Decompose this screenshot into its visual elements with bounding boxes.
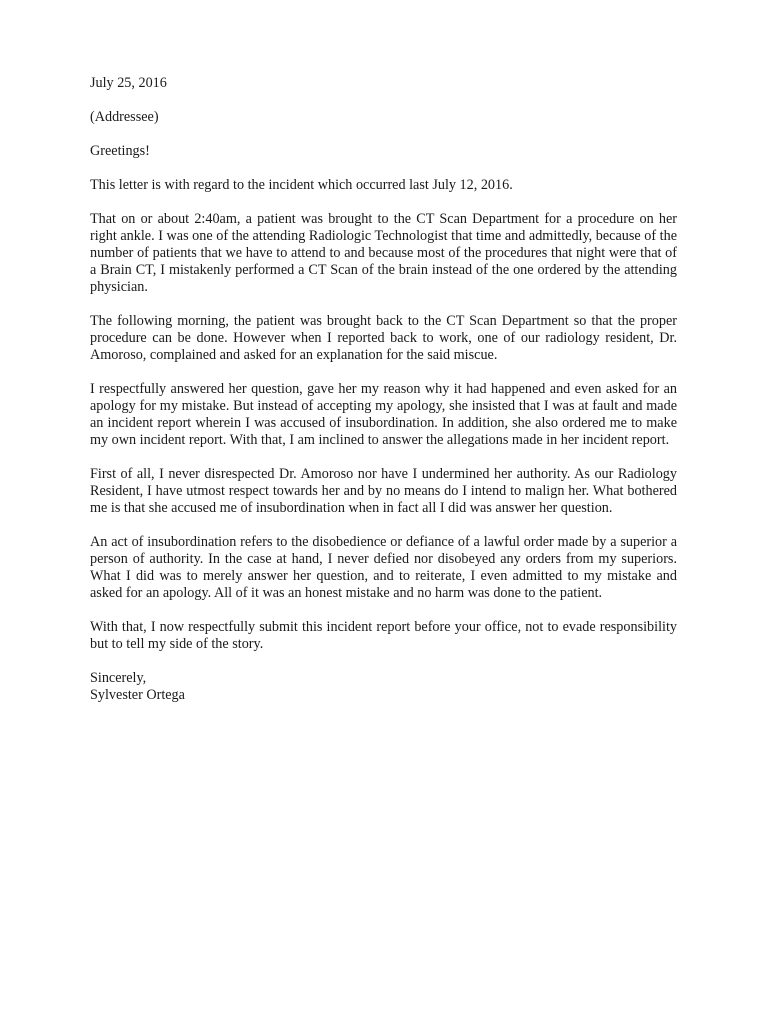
letter-intro: This letter is with regard to the incident which occurred last July 12, 2016.: [90, 177, 513, 193]
letter-paragraph-incident: That on or about 2:40am, a patient was brought to the CT Scan Department for a procedure on her right ankle. I was one of the attending Radiologic Technologist that time and admittedly, because of the number of patients that we have to attend to and because most of the procedures that night were that of a Brain CT, I mistakenly performed a CT Scan of the brain instead of the one ordered by the attending physician.: [90, 211, 677, 295]
letter-paragraph-apology: I respectfully answered her question, gave her my reason why it had happened and even asked for an apology for my mistake. But instead of accepting my apology, she insisted that I was at fault and made an incident report wherein I was accused of insubordination. In addition, she also ordered me to make my own incident report. With that, I am inclined to answer the allegations made in her incident report.: [90, 381, 677, 448]
letter-addressee: (Addressee): [90, 109, 159, 125]
letter-paragraph-respect: First of all, I never disrespected Dr. Amoroso nor have I undermined her authority. As our Radiology Resident, I have utmost respect towards her and by no means do I intend to malign her. What bothered me is that she accused me of insubordination when in fact all I did was answer her question.: [90, 466, 677, 516]
letter-body: [90, 75, 677, 704]
letter-closing: Sincerely,: [90, 670, 147, 686]
letter-signature: Sylvester Ortega: [90, 687, 185, 703]
letter-paragraph-following-morning: The following morning, the patient was brought back to the CT Scan Department so that the proper procedure can be done. However when I reported back to work, one of our radiology resident, Dr. Amoroso, complained and asked for an explanation for the said miscue.: [90, 313, 677, 363]
letter-paragraph-insubordination: An act of insubordination refers to the disobedience or defiance of a lawful order made by a superior a person of authority. In the case at hand, I never defied nor disobeyed any orders from my superiors. What I did was to merely answer her question, and to reiterate, I even admitted to my mistake and asked for an apology. All of it was an honest mistake and no harm was done to the patient.: [90, 534, 677, 601]
letter-date: July 25, 2016: [90, 75, 167, 91]
letter-greeting: Greetings!: [90, 143, 150, 159]
letter-paragraph-submission: With that, I now respectfully submit this incident report before your office, not to evade responsibility but to tell my side of the story.: [90, 619, 677, 652]
